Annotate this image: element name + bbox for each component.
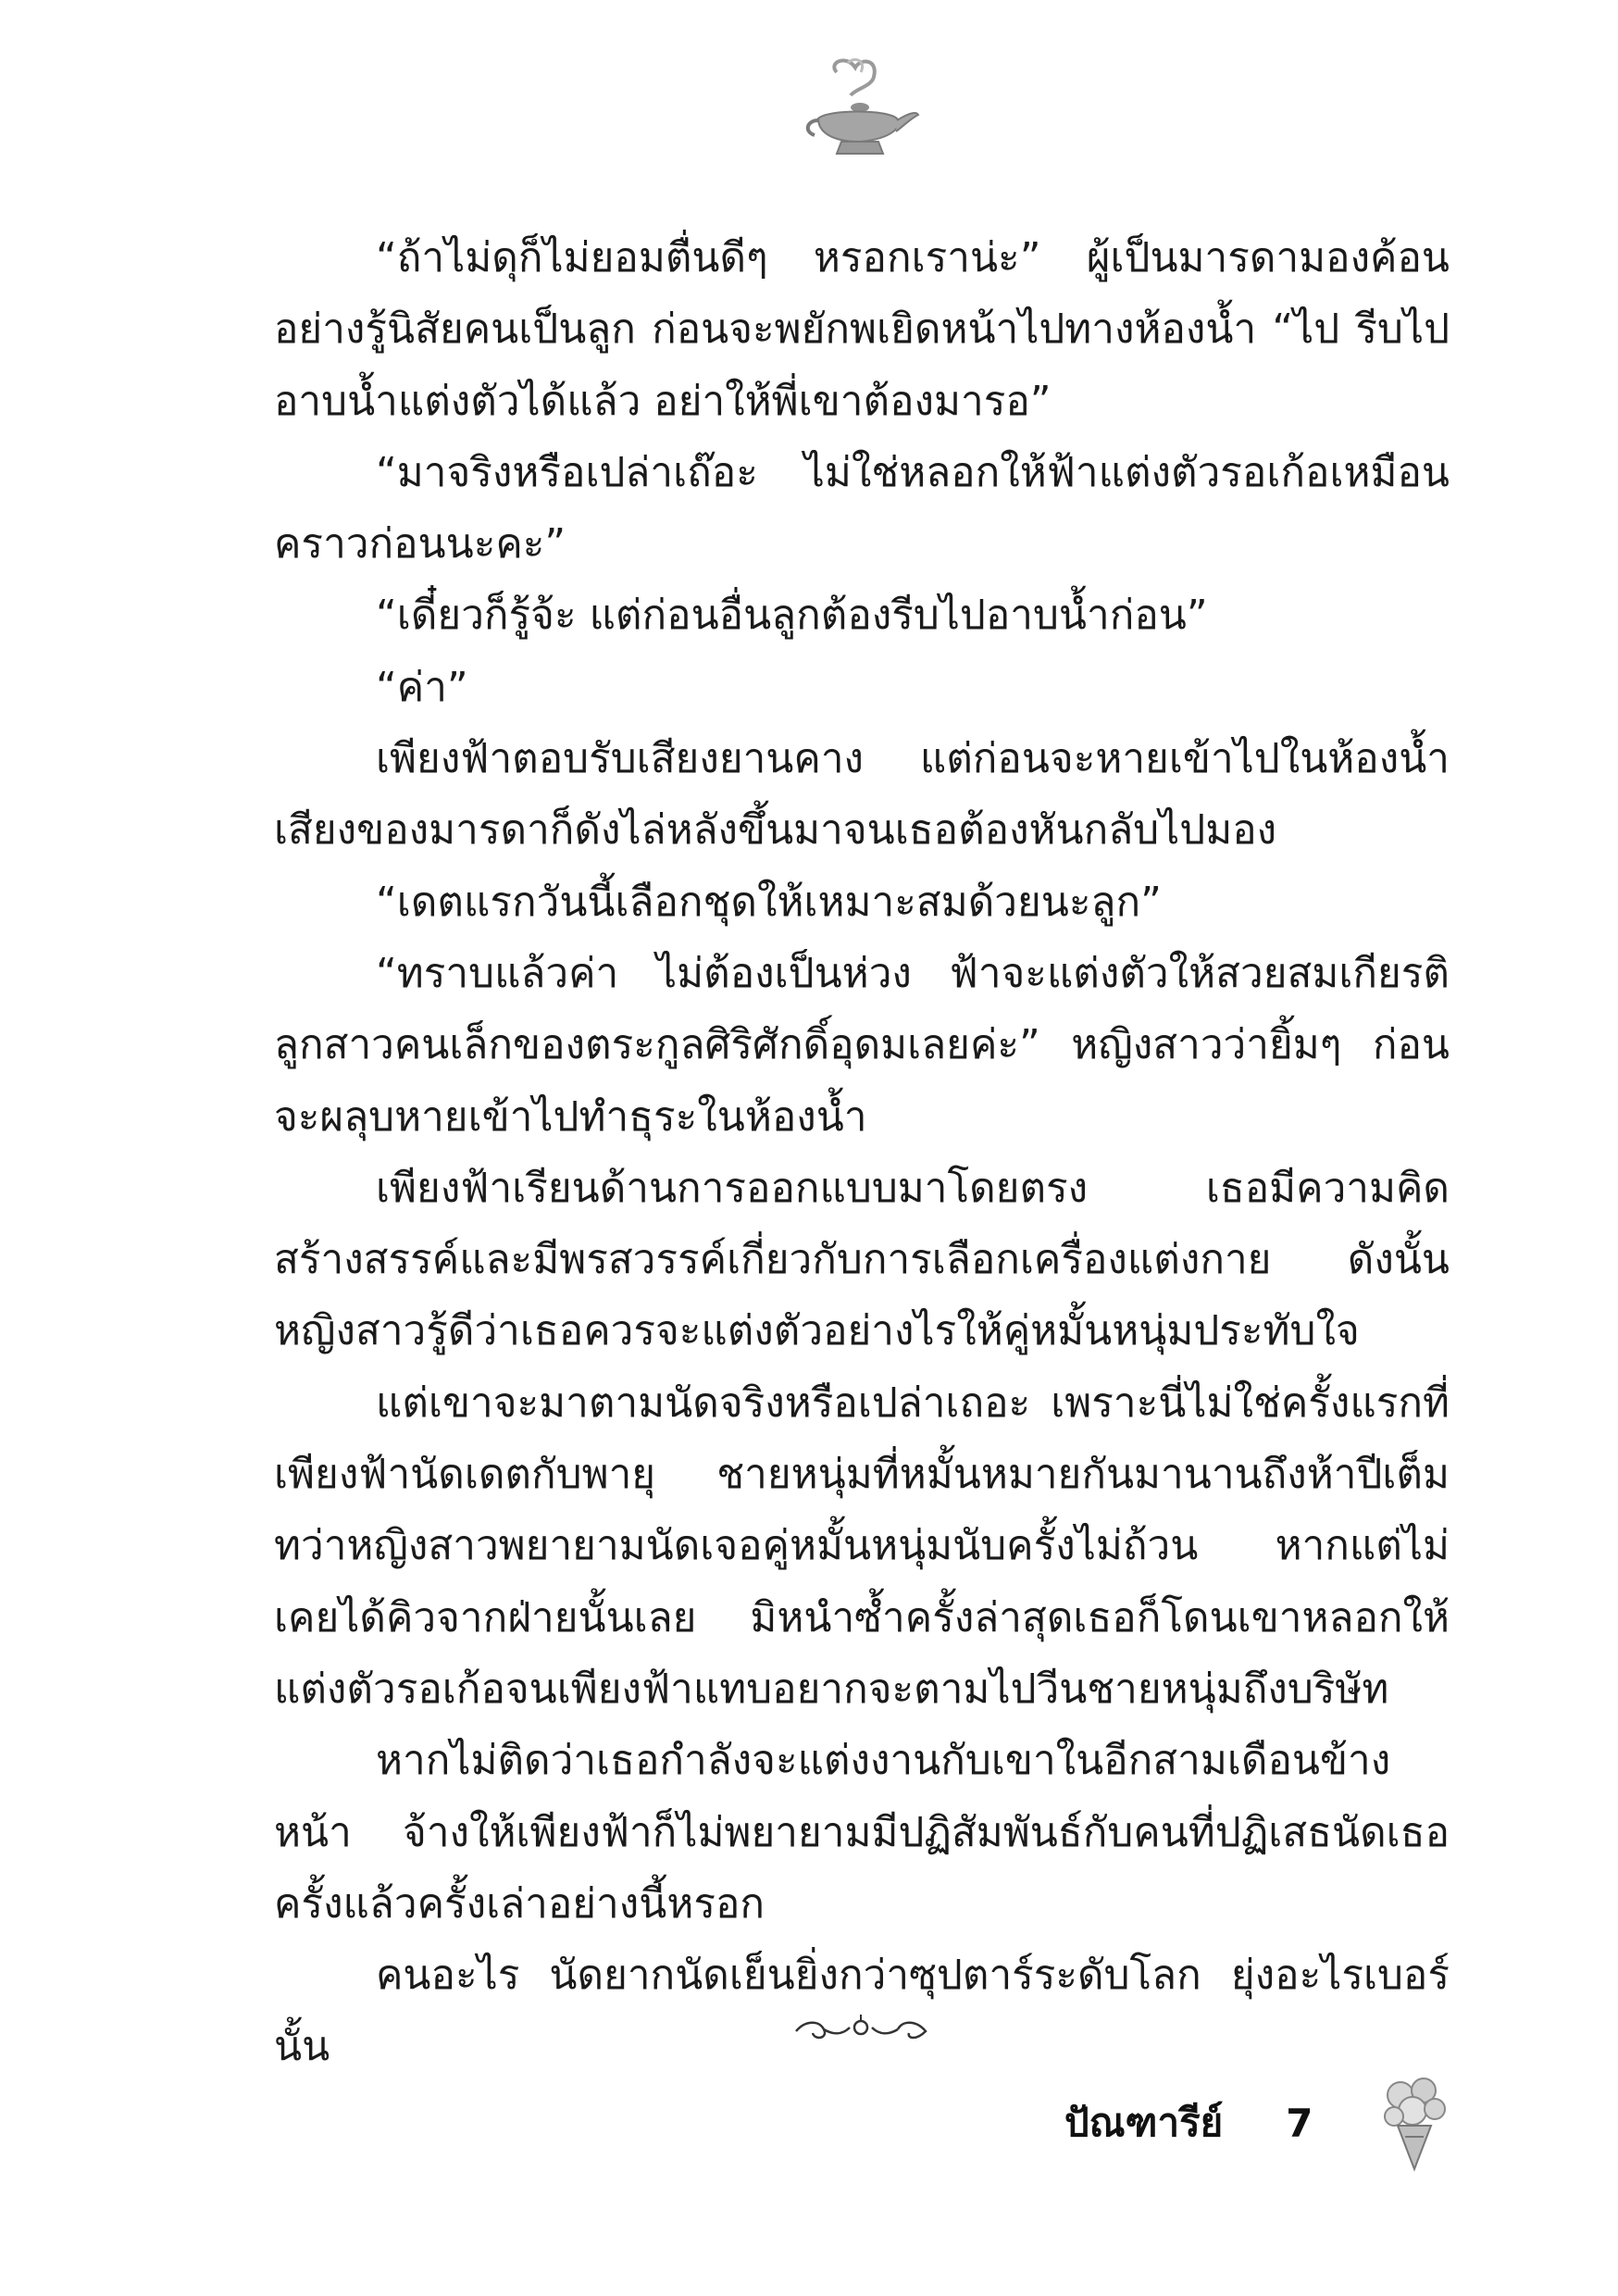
paragraph: “เดตแรกวันนี้เลือกชุดให้เหมาะสมด้วยนะลูก” <box>376 878 1162 926</box>
page-number: 7 <box>1286 2100 1313 2146</box>
genie-lamp-icon <box>800 54 920 165</box>
paragraph: “ถ้าไม่ดุก็ไม่ยอมตื่นดีๆ หรอกเราน่ะ” ผู้เป็นมารดามองค้อนอย่างรู้นิสัยคนเป็นลูก ก่อนจะพยักพเยิดหน้าไปทางห้องน้ำ “ไป รีบไปอาบน้ำแต่งตัวได้แล้ว อย่าให้พี่เขาต้องมารอ” <box>274 234 1450 425</box>
paragraph: “มาจริงหรือเปล่าเถ๊อะ ไม่ใช่หลอกให้ฟ้าแต่งตัวรอเก้อเหมือนคราวก่อนนะคะ” <box>274 448 1450 568</box>
paragraph: แต่เขาจะมาตามนัดจริงหรือเปล่าเถอะ เพราะนี่ไม่ใช่ครั้งแรกที่เพียงฟ้านัดเดตกับพายุ ชายหนุ่มที่หมั้นหมายกันมานานถึงห้าปีเต็ม ทว่าหญิงสาวพยายามนัดเจอคู่หมั้นหนุ่มนับครั้งไม่ถ้วน หากแต่ไม่เคยได้คิวจากฝ่ายนั้นเลย มิหนำซ้ำครั้งล่าสุดเธอก็โดนเขาหลอกให้แต่งตัวรอเก้อจนเพียงฟ้าแทบอยากจะตามไปวีนชายหนุ่มถึงบริษัท <box>274 1379 1450 1713</box>
paragraph: “ค่า” <box>376 663 468 711</box>
paragraph: คนอะไร นัดยากนัดเย็นยิ่งกว่าซุปตาร์ระดับโลก ยุ่งอะไรเบอร์นั้น <box>274 1952 1450 2071</box>
flourish-divider-icon <box>787 2011 935 2048</box>
flower-bouquet-icon <box>1377 2072 1451 2174</box>
paragraph: “ทราบแล้วค่า ไม่ต้องเป็นห่วง ฟ้าจะแต่งตัวให้สวยสมเกียรติลูกสาวคนเล็กของตระกูลศิริศักดิ์อุดมเลยค่ะ” หญิงสาวว่ายิ้มๆ ก่อนจะผลุบหายเข้าไปทำธุระในห้องน้ำ <box>274 949 1450 1141</box>
paragraph: “เดี๋ยวก็รู้จ้ะ แต่ก่อนอื่นลูกต้องรีบไปอาบน้ำก่อน” <box>376 592 1208 640</box>
book-title: ปัณฑารีย์ <box>1064 2100 1224 2145</box>
paragraph: หากไม่ติดว่าเธอกำลังจะแต่งงานกับเขาในอีกสามเดือนข้างหน้า จ้างให้เพียงฟ้าก็ไม่พยายามมีปฏิสัมพันธ์กับคนที่ปฏิเสธนัดเธอครั้งแล้วครั้งเล่าอย่างนี้หรอก <box>274 1737 1450 1928</box>
page-footer <box>1064 2090 1313 2155</box>
paragraph: เพียงฟ้าตอบรับเสียงยานคาง แต่ก่อนจะหายเข้าไปในห้องน้ำ เสียงของมารดาก็ดังไล่หลังขึ้นมาจนเธอต้องหันกลับไปมอง <box>274 735 1450 855</box>
paragraph: เพียงฟ้าเรียนด้านการออกแบบมาโดยตรง เธอมีความคิดสร้างสรรค์และมีพรสวรรค์เกี่ยวกับการเลือกเครื่องแต่งกาย ดังนั้น หญิงสาวรู้ดีว่าเธอควรจะแต่งตัวอย่างไรให้คู่หมั้นหนุ่มประทับใจ <box>274 1164 1450 1355</box>
body-text <box>274 222 1450 2083</box>
